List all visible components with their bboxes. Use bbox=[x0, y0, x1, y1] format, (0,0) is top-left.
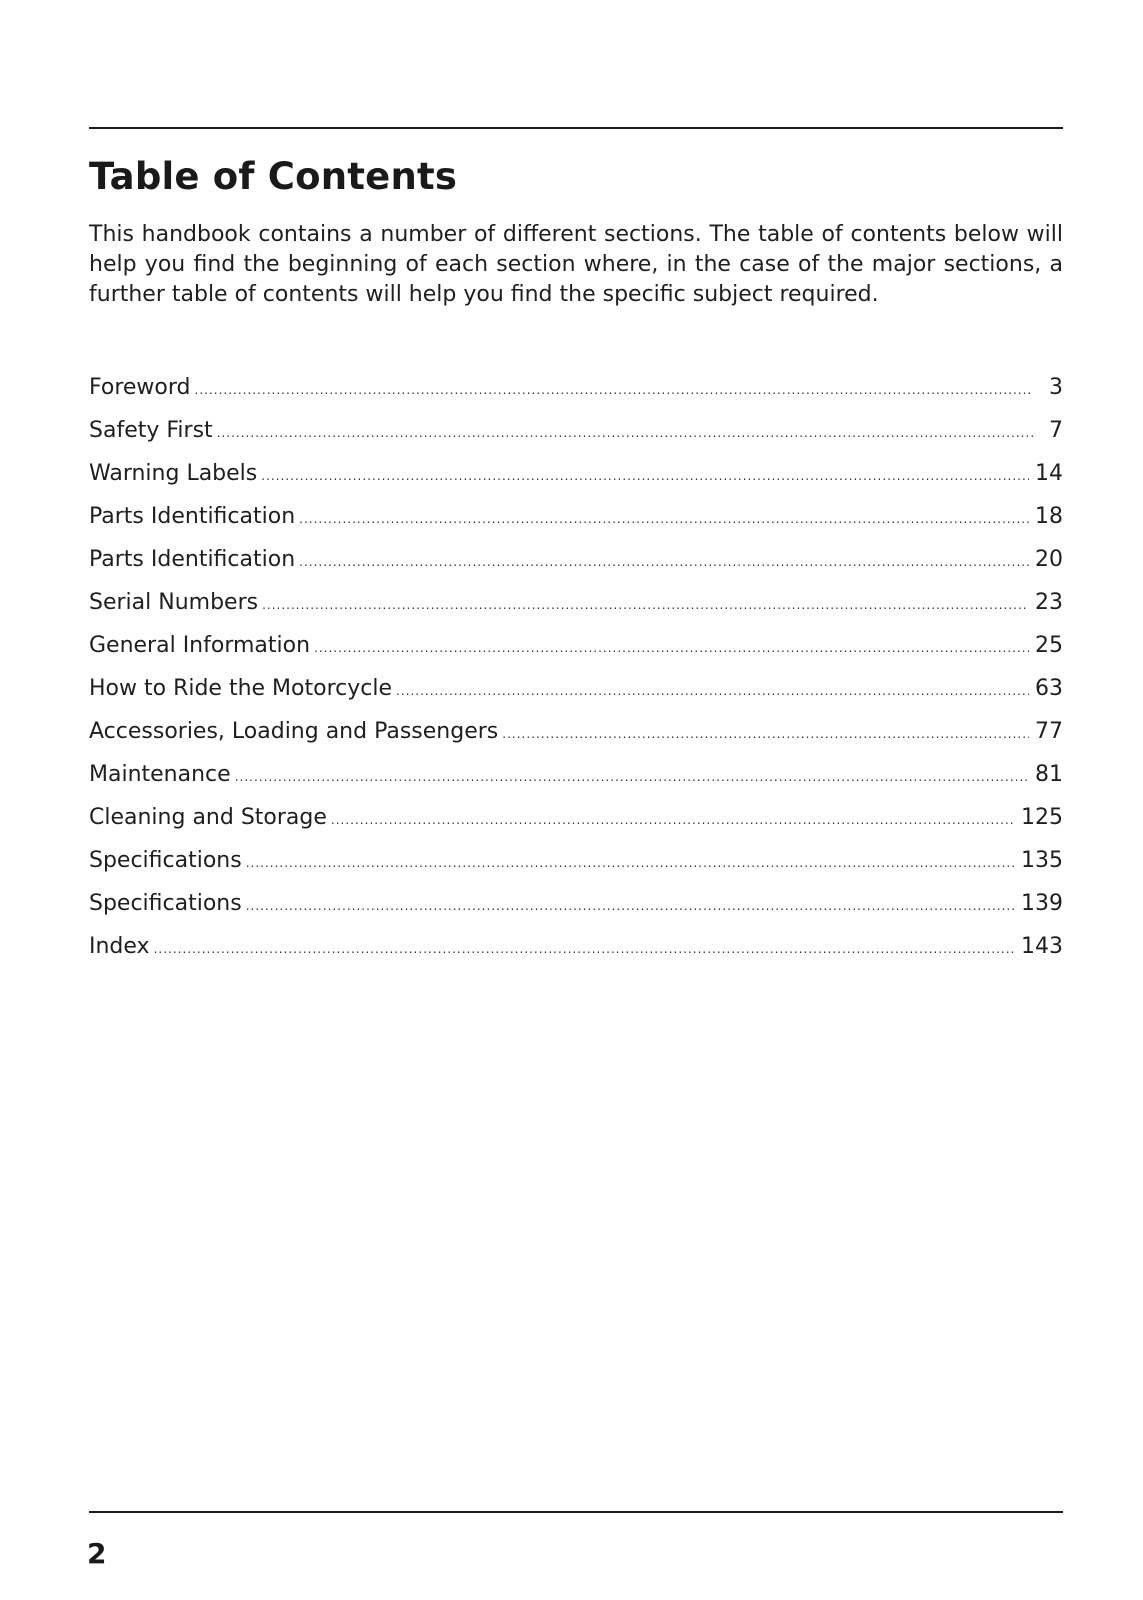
toc-entry[interactable] bbox=[89, 676, 1063, 719]
toc-entry-title: Parts Identification bbox=[89, 504, 296, 529]
toc-entry-title: Warning Labels bbox=[89, 461, 258, 486]
toc-entry[interactable] bbox=[89, 547, 1063, 590]
toc-entry-title: How to Ride the Motorcycle bbox=[89, 676, 393, 701]
dot-leader bbox=[235, 770, 1029, 784]
dot-leader bbox=[299, 512, 1029, 526]
toc-entry-title: General Information bbox=[89, 633, 311, 658]
toc-entry[interactable] bbox=[89, 633, 1063, 676]
toc-entry[interactable] bbox=[89, 418, 1063, 461]
toc-entry-page: 81 bbox=[1035, 762, 1063, 787]
toc-entry-page: 125 bbox=[1021, 805, 1063, 830]
dot-leader bbox=[314, 641, 1029, 655]
toc-entry[interactable] bbox=[89, 762, 1063, 805]
toc-entry[interactable] bbox=[89, 504, 1063, 547]
toc-entry-page: 23 bbox=[1035, 590, 1063, 615]
dot-leader bbox=[396, 684, 1029, 698]
toc-entry[interactable] bbox=[89, 805, 1063, 848]
toc-entry-title: Index bbox=[89, 934, 150, 959]
dot-leader bbox=[154, 942, 1015, 956]
toc-entry[interactable] bbox=[89, 375, 1063, 418]
toc-entry-title: Foreword bbox=[89, 375, 191, 400]
toc-entry-page: 77 bbox=[1035, 719, 1063, 744]
toc-entry-title: Specifications bbox=[89, 891, 242, 916]
toc-entry-title: Safety First bbox=[89, 418, 213, 443]
toc-entry-page: 18 bbox=[1035, 504, 1063, 529]
page-number: 2 bbox=[87, 1537, 107, 1570]
toc-entry-page: 143 bbox=[1021, 934, 1063, 959]
toc-entry-title: Parts Identification bbox=[89, 547, 296, 572]
toc-entry[interactable] bbox=[89, 891, 1063, 934]
toc-entry[interactable] bbox=[89, 934, 1063, 977]
toc-entry-title: Accessories, Loading and Passengers bbox=[89, 719, 499, 744]
bottom-divider bbox=[89, 1511, 1063, 1513]
table-of-contents bbox=[89, 375, 1063, 977]
toc-entry[interactable] bbox=[89, 590, 1063, 633]
dot-leader bbox=[331, 813, 1015, 827]
dot-leader bbox=[262, 598, 1029, 612]
toc-entry-title: Specifications bbox=[89, 848, 242, 873]
page-title: Table of Contents bbox=[89, 155, 458, 198]
dot-leader bbox=[502, 727, 1029, 741]
dot-leader bbox=[261, 469, 1029, 483]
dot-leader bbox=[246, 899, 1015, 913]
toc-entry-title: Serial Numbers bbox=[89, 590, 259, 615]
toc-entry-page: 63 bbox=[1035, 676, 1063, 701]
toc-entry-title: Maintenance bbox=[89, 762, 231, 787]
toc-entry[interactable] bbox=[89, 719, 1063, 762]
intro-paragraph: This handbook contains a number of different sections. The table of contents below will help you find the beginning of each section where, in the case of the major sections, a further table of contents will help you find the specific subject required. bbox=[89, 222, 1063, 307]
toc-entry-page: 25 bbox=[1035, 633, 1063, 658]
toc-entry-page: 135 bbox=[1021, 848, 1063, 873]
toc-entry-page: 3 bbox=[1049, 375, 1063, 400]
dot-leader bbox=[217, 426, 1033, 440]
top-divider bbox=[89, 127, 1063, 129]
toc-entry[interactable] bbox=[89, 848, 1063, 891]
toc-entry-page: 14 bbox=[1035, 461, 1063, 486]
dot-leader bbox=[246, 856, 1015, 870]
dot-leader bbox=[195, 383, 1033, 397]
toc-entry[interactable] bbox=[89, 461, 1063, 504]
toc-entry-page: 7 bbox=[1049, 418, 1063, 443]
dot-leader bbox=[299, 555, 1029, 569]
toc-entry-page: 20 bbox=[1035, 547, 1063, 572]
toc-entry-page: 139 bbox=[1021, 891, 1063, 916]
toc-entry-title: Cleaning and Storage bbox=[89, 805, 327, 830]
